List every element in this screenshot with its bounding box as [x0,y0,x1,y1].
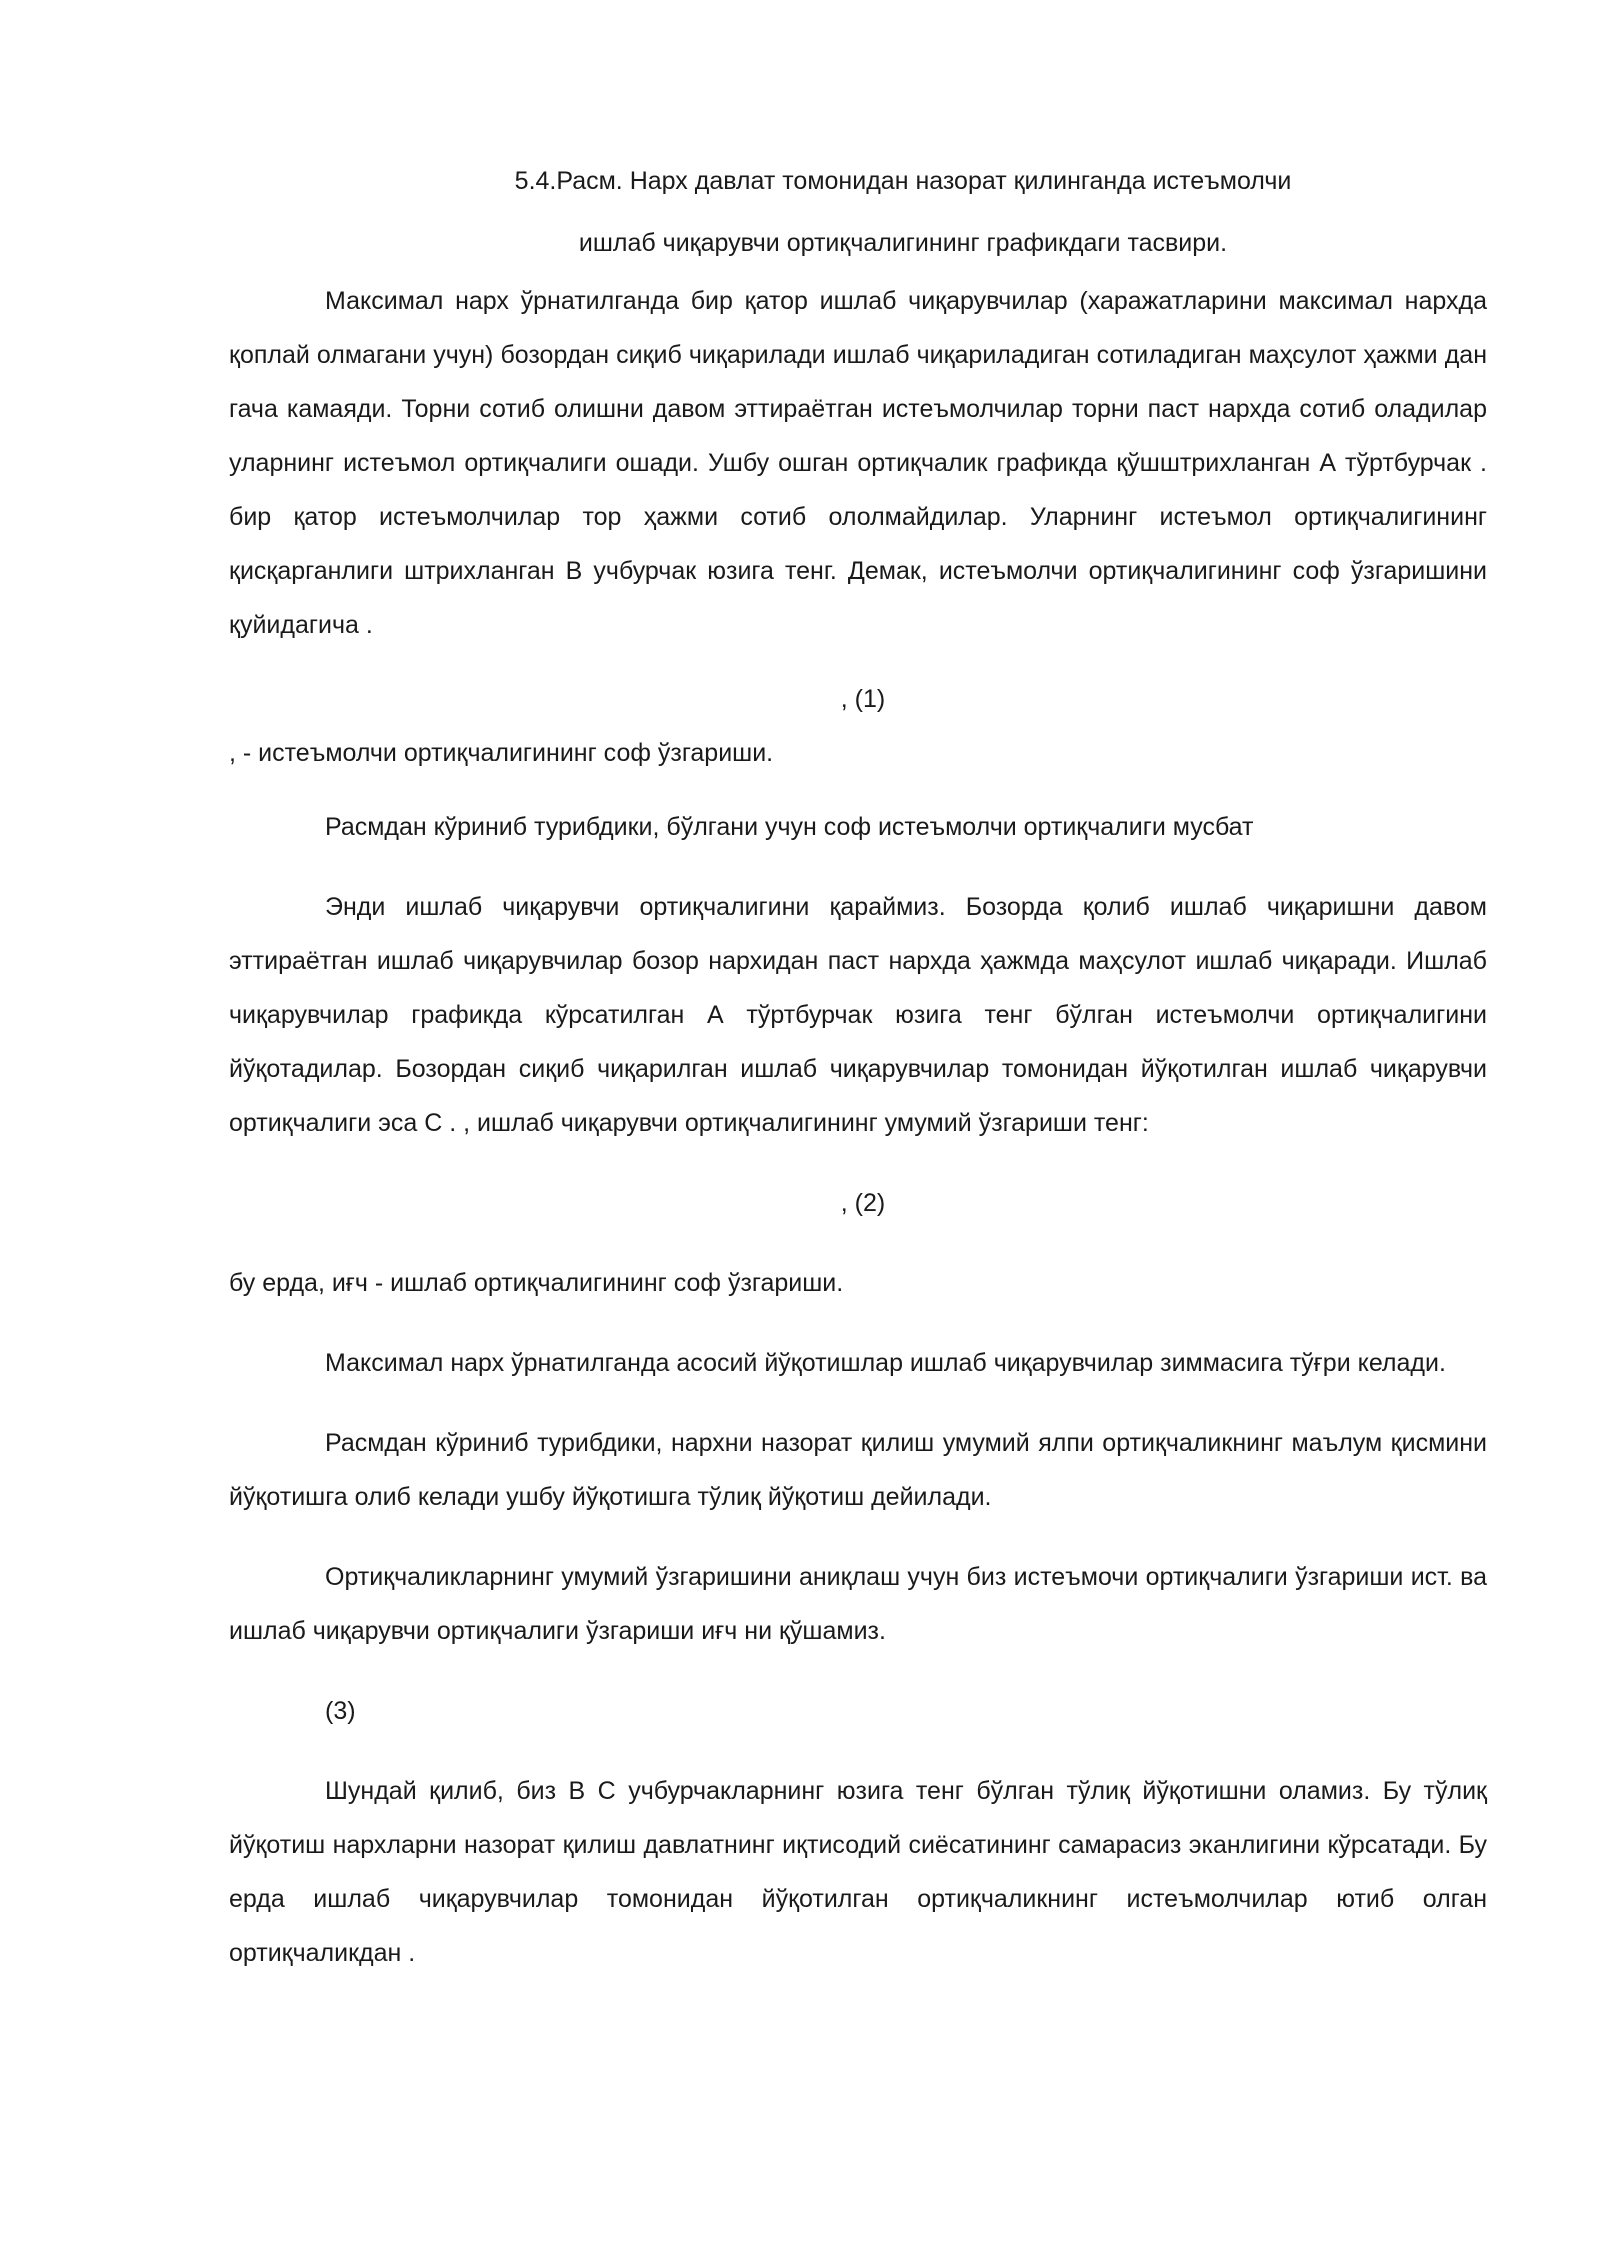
paragraph-conclusion: Шундай қилиб, биз В С учбурчакларнинг юзига тенг бўлган тўлиқ йўқотишни оламиз. Бу тўлиқ йўқотиш нархларни назорат қилиш давлатнинг иқтисодий сиёсатининг самарасиз эканлигини кўрсатади. Бу ерда ишлаб чиқарувчилар томонидан йўқотилган ортиқчаликнинг истеъмолчилар ютиб олган ортиқчаликдан . [229,1777,1487,1967]
paragraph-net-consumer-surplus: Расмдан кўриниб турибдики, бўлгани учун соф истеъмолчи ортиқчалиги мусбат [325,813,1254,841]
paragraph-total-change: Ортиқчаликларнинг умумий ўзгаришини аниқлаш учун биз истеъмочи ортиқчалиги ўзгариши ист. ва ишлаб чиқарувчи ортиқчалиги ўзгариши иғч ни қўшамиз. [229,1563,1487,1645]
figure-caption-line-2: ишлаб чиқарувчи ортиқчалигининг графикдаги тасвири. [578,229,1228,257]
figure-caption-line-1: 5.4.Расм. Нарх давлат томонидан назорат қилинганда истеъмолчи [514,167,1292,195]
document-body [229,150,1487,1980]
equation-2-label: , (2) [840,1189,886,1217]
paragraph-deadweight-loss: Расмдан кўриниб турибдики, нархни назорат қилиш умумий ялпи ортиқчаликнинг маълум қисмини йўқотишга олиб келади ушбу йўқотишга тўлиқ йўқотиш дейилади. [229,1429,1487,1511]
equation-1-label: , (1) [840,685,886,713]
equation-2-explanation: бу ерда, иғч - ишлаб ортиқчалигининг соф ўзгариши. [229,1269,844,1297]
paragraph-main-losses: Максимал нарх ўрнатилганда асосий йўқотишлар ишлаб чиқарувчилар зиммасига тўғри келади. [325,1349,1446,1377]
equation-1-explanation: , - истеъмолчи ортиқчалигининг соф ўзгариши. [229,739,774,767]
equation-3-label: (3) [325,1697,356,1725]
paragraph-producer-surplus: Энди ишлаб чиқарувчи ортиқчалигини қараймиз. Бозорда қолиб ишлаб чиқаришни давом эттираётган ишлаб чиқарувчилар бозор нархидан паст нархда ҳажмда маҳсулот ишлаб чиқаради. Ишлаб чиқарувчилар графикда кўрсатилган А тўртбурчак юзига тенг бўлган истеъмолчи ортиқчалигини йўқотадилар. Бозордан сиқиб чиқарилган ишлаб чиқарувчилар томонидан йўқотилган ишлаб чиқарувчи ортиқчалиги эса С . , ишлаб чиқарувчи ортиқчалигининг умумий ўзгариши тенг: [229,893,1487,1137]
paragraph-consumer-surplus: Максимал нарх ўрнатилганда бир қатор ишлаб чиқарувчилар (харажатларини максимал нархда қоплай олмагани учун) бозордан сиқиб чиқарилади ишлаб чиқариладиган сотиладиган маҳсулот ҳажми дан гача камаяди. Торни сотиб олишни давом эттираётган истеъмолчилар торни паст нархда сотиб оладилар уларнинг истеъмол ортиқчалиги ошади. Ушбу ошган ортиқчалик графикда қўшштрихланган А тўртбурчак . бир қатор истеъмолчилар тор ҳажми сотиб ололмайдилар. Уларнинг истеъмол ортиқчалигининг қисқарганлиги штрихланган В учбурчак юзига тенг. Демак, истеъмолчи ортиқчалигининг соф ўзгаришини қуйидагича . [229,287,1487,639]
